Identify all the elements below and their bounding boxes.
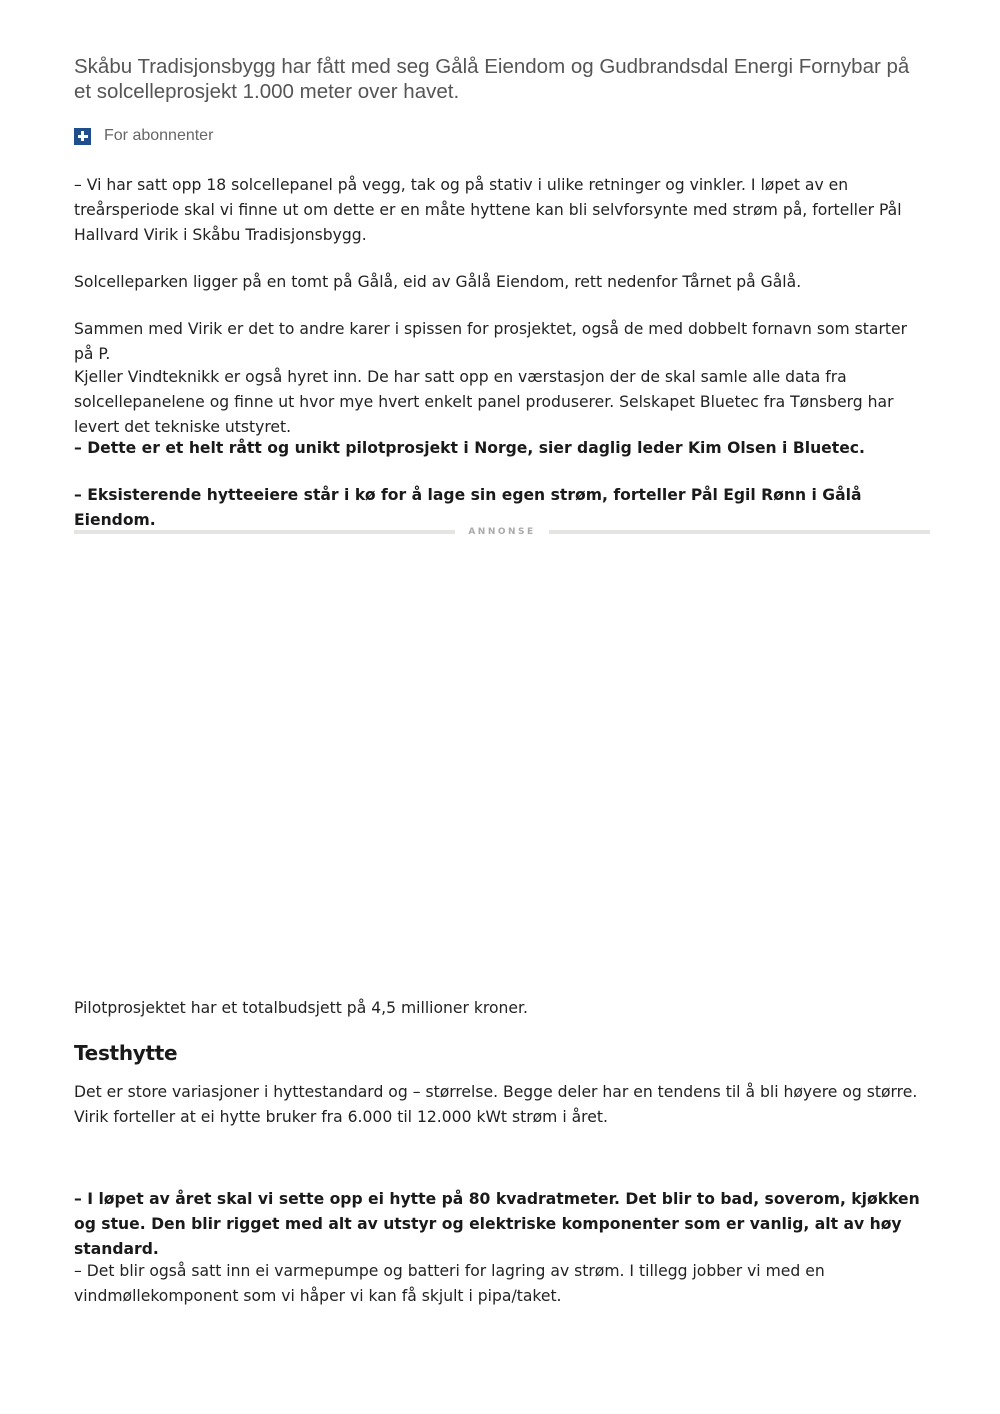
body-paragraph: Sammen med Virik er det to andre karer i spissen for prosjektet, også de med dobbelt fornavn som starter på P. (74, 320, 907, 363)
ad-label: ANNONSE (468, 527, 536, 537)
body-paragraph: Pilotprosjektet har et totalbudsjett på 4,5 millioner kroner. (74, 999, 528, 1017)
article-lead: Skåbu Tradisjonsbygg har fått med seg Gålå Eiendom og Gudbrandsdal Energi Fornybar på et solcelleprosjekt 1.000 meter over havet. (74, 55, 910, 103)
subscriber-label: For abonnenter (104, 127, 214, 144)
quote-paragraph: – Eksisterende hytteeiere står i kø for å lage sin egen strøm, forteller Pål Egil Rønn i Gålå Eiendom. (74, 486, 862, 529)
ad-slot[interactable] (74, 545, 930, 985)
body-paragraph: – Det blir også satt inn ei varmepumpe og batteri for lagring av strøm. I tillegg jobber vi med en vindmøllekomponent som vi håper vi kan få skjult i pipa/taket. (74, 1262, 825, 1305)
body-paragraph: Det er store variasjoner i hyttestandard og – størrelse. Begge deler har en tendens til å bli høyere og større. Virik forteller at ei hytte bruker fra 6.000 til 12.000 kWt strøm i året. (74, 1083, 918, 1126)
plus-icon (74, 128, 91, 145)
subscriber-badge[interactable] (74, 126, 213, 146)
ad-divider-line-right (549, 530, 930, 534)
body-paragraph: Kjeller Vindteknikk er også hyret inn. De har satt opp en værstasjon der de skal samle alle data fra solcellepanelene og finne ut hvor mye hvert enkelt panel produserer. Selskapet Bluetec fra Tønsberg har levert det tekniske utstyret. (74, 368, 894, 436)
ad-divider-line-left (74, 530, 455, 534)
section-heading: Testhytte (74, 1041, 178, 1065)
body-paragraph: Solcelleparken ligger på en tomt på Gålå, eid av Gålå Eiendom, rett nedenfor Tårnet på Gålå. (74, 273, 802, 291)
quote-paragraph: – I løpet av året skal vi sette opp ei hytte på 80 kvadratmeter. Det blir to bad, soverom, kjøkken og stue. Den blir rigget med alt av utstyr og elektriske komponenter som er vanlig, alt av høy standard. (74, 1190, 920, 1258)
ad-divider (74, 524, 930, 540)
quote-paragraph: – Dette er et helt rått og unikt pilotprosjekt i Norge, sier daglig leder Kim Olsen i Bluetec. (74, 439, 865, 457)
body-paragraph: – Vi har satt opp 18 solcellepanel på vegg, tak og på stativ i ulike retninger og vinkler. I løpet av en treårsperiode skal vi finne ut om dette er en måte hyttene kan bli selvforsynte med strøm på, forteller Pål Hallvard Virik i Skåbu Tradisjonsbygg. (74, 176, 902, 244)
